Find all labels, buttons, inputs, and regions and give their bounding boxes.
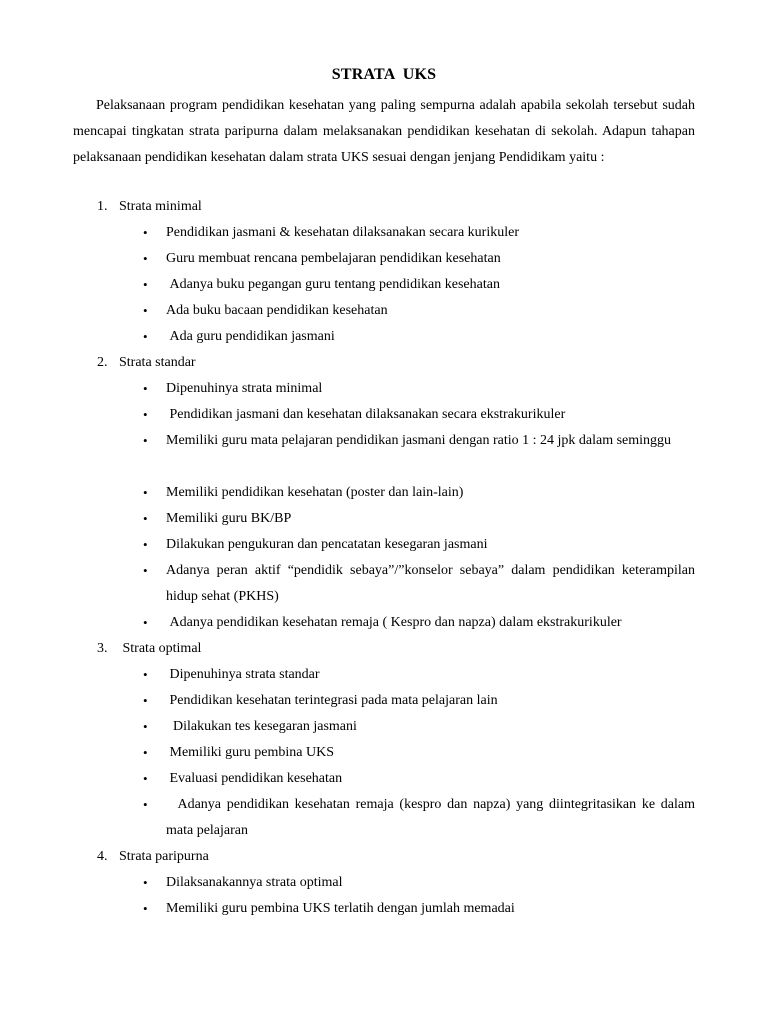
bullet-icon: • <box>143 719 148 734</box>
bullet-icon: • <box>143 745 148 760</box>
bullet-icon: • <box>143 485 148 500</box>
list-item <box>143 610 695 636</box>
bullet-icon: • <box>143 329 148 344</box>
list-item-text: Ada buku bacaan pendidikan kesehatan <box>166 303 388 318</box>
bullet-icon: • <box>143 407 148 422</box>
document-title: STRATA UKS <box>331 66 437 83</box>
bullet-icon: • <box>143 433 148 448</box>
list-item-text: Guru membuat rencana pembelajaran pendidikan kesehatan <box>166 251 501 266</box>
list-item <box>143 428 695 454</box>
list-item <box>143 688 695 714</box>
list-item <box>143 558 699 610</box>
bullet-icon: • <box>143 615 148 630</box>
bullet-icon: • <box>143 511 148 526</box>
bullet-icon: • <box>143 277 148 292</box>
list-item-text: Memiliki guru BK/BP <box>166 511 292 526</box>
intro-paragraph: Pelaksanaan program pendidikan kesehatan yang paling sempurna adalah apabila sekolah tersebut sudah mencapai tingkatan strata paripurna dalam melaksanakan pendidikan kesehatan di sekolah. Adapun tahapan pelaksanaan pendidikan kesehatan dalam strata UKS sesuai dengan jenjang Pendidikam yaitu : <box>73 98 695 165</box>
list-item <box>143 324 695 350</box>
list-item-text: Evaluasi pendidikan kesehatan <box>166 771 343 786</box>
section-heading <box>97 844 209 870</box>
section-heading <box>97 194 202 220</box>
bullet-icon: • <box>143 381 148 396</box>
section-heading-text: Strata paripurna <box>119 849 209 864</box>
list-item-text: Dilakukan tes kesegaran jasmani <box>166 719 357 734</box>
list-item-text: Memiliki guru pembina UKS <box>166 745 334 760</box>
list-item-text: Adanya peran aktif “pendidik sebaya”/”konselor sebaya” dalam pendidikan keterampilan hidup sehat (PKHS) <box>166 563 699 604</box>
list-item <box>143 792 699 844</box>
list-item-text: Pendidikan jasmani dan kesehatan dilaksanakan secara ekstrakurikuler <box>166 407 566 422</box>
bullet-icon: • <box>143 251 148 266</box>
section-heading-text: Strata standar <box>119 355 196 370</box>
list-item-text: Dilakukan pengukuran dan pencatatan kesegaran jasmani <box>166 537 488 552</box>
list-item-text: Adanya pendidikan kesehatan remaja ( Kespro dan napza) dalam ekstrakurikuler <box>166 615 622 630</box>
list-item <box>143 506 695 532</box>
list-item <box>143 870 695 896</box>
bullet-icon: • <box>143 771 148 786</box>
bullet-icon: • <box>143 537 148 552</box>
list-item <box>143 766 695 792</box>
list-item-text: Dipenuhinya strata standar <box>166 667 320 682</box>
section-number: 3. <box>97 641 108 656</box>
list-item-text: Pendidikan kesehatan terintegrasi pada mata pelajaran lain <box>166 693 498 708</box>
bullet-icon: • <box>143 875 148 890</box>
list-item <box>143 662 695 688</box>
list-item <box>143 532 695 558</box>
section-number: 1. <box>97 199 108 214</box>
list-item-text: Memiliki guru pembina UKS terlatih dengan jumlah memadai <box>166 901 515 916</box>
list-item <box>143 272 695 298</box>
list-item-text: Adanya buku pegangan guru tentang pendidikan kesehatan <box>166 277 500 292</box>
list-item <box>143 220 695 246</box>
section-heading-text: Strata minimal <box>119 199 202 214</box>
list-item-text: Ada guru pendidikan jasmani <box>166 329 335 344</box>
list-item <box>143 740 695 766</box>
section-heading <box>97 636 201 662</box>
section-heading-text: Strata optimal <box>119 641 202 656</box>
bullet-icon: • <box>143 901 148 916</box>
bullet-icon: • <box>143 303 148 318</box>
list-item-text: Dipenuhinya strata minimal <box>166 381 323 396</box>
bullet-icon: • <box>143 693 148 708</box>
list-item-text: Memiliki guru mata pelajaran pendidikan jasmani dengan ratio 1 : 24 jpk dalam seminggu <box>166 433 672 448</box>
bullet-icon: • <box>143 667 148 682</box>
list-item-text: Adanya pendidikan kesehatan remaja (kespro dan napza) yang diintegritasikan ke dalam mata pelajaran <box>166 797 699 838</box>
section-number: 4. <box>97 849 108 864</box>
list-item <box>143 246 695 272</box>
section-number: 2. <box>97 355 108 370</box>
list-item <box>143 376 695 402</box>
bullet-icon: • <box>143 225 148 240</box>
list-item-text: Pendidikan jasmani & kesehatan dilaksanakan secara kurikuler <box>166 225 519 240</box>
list-item <box>143 480 695 506</box>
section-heading <box>97 350 196 376</box>
list-item <box>143 298 695 324</box>
list-item-text: Memiliki pendidikan kesehatan (poster dan lain-lain) <box>166 485 464 500</box>
list-item <box>143 896 695 922</box>
list-item-text: Dilaksanakannya strata optimal <box>166 875 343 890</box>
bullet-icon: • <box>143 563 148 578</box>
list-item <box>143 714 695 740</box>
list-item <box>143 402 695 428</box>
bullet-icon: • <box>143 797 148 812</box>
